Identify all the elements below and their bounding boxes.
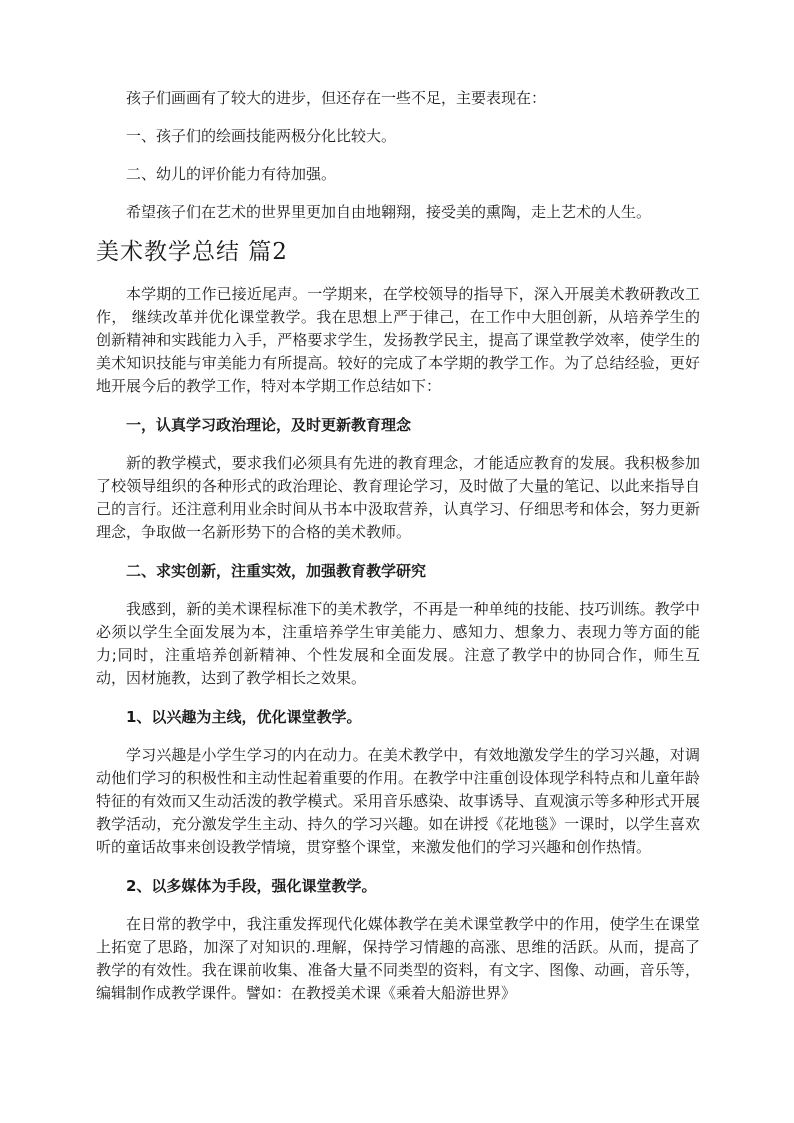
heading-multimedia: 2、以多媒体为手段，强化课堂教学。 — [126, 877, 377, 895]
intro-line-hope: 希望孩子们在艺术的世界里更加自由地翱翔，接受美的熏陶，走上艺术的人生。 — [126, 203, 652, 221]
intro-line-progress: 孩子们画画有了较大的进步，但还存在一些不足，主要表现在： — [126, 89, 547, 107]
paragraph-overview: 本学期的工作已接近尾声。一学期来，在学校领导的指导下，深入开展美术教研教改工作， 继续改革并优化课堂教学。我在思想上严于律己，在工作中大胆创新，从培养学生的创新精神和实践能力入手，严格要求学生，发扬教学民主，提高了课堂教学效率，使学生的美术知识技能与审美能力有所提高。较好的完成了本学期的教学工作。为了总结经验，更好地开展今后的教学工作，特对本学期工作总结如下： — [96, 285, 700, 395]
heading-innovation-research: 二、求实创新，注重实效，加强教育教学研究 — [126, 562, 427, 580]
paragraph-multimedia-teaching: 在日常的教学中，我注重发挥现代化媒体教学在美术课堂教学中的作用，使学生在课堂上拓宽了思路，加深了对知识的.理解，保持学习情趣的高涨、思维的活跃。从而，提高了教学的有效性。我在课前收集、准备大量不同类型的资料，有文字、图像、动画，音乐等，编辑制作成教学课件。譬如：在教授美术课《乘着大船游世界》 — [96, 915, 700, 1002]
heading-interest-mainline: 1、以兴趣为主线，优化课堂教学。 — [126, 708, 362, 726]
heading-political-theory: 一，认真学习政治理论，及时更新教育理念 — [126, 416, 412, 434]
paragraph-curriculum-standard: 我感到，新的美术课程标准下的美术教学，不再是一种单纯的技能、技巧训练。教学中必须以学生全面发展为本，注重培养学生审美能力、感知力、想象力、表现力等方面的能力;同时，注重培养创新精神、个性发展和全面发展。注意了教学中的协同合作，师生互动，因材施教，达到了教学相长之效果。 — [96, 600, 700, 687]
intro-line-point-one: 一、孩子们的绘画技能两极分化比较大。 — [126, 127, 397, 145]
paragraph-education-concept: 新的教学模式，要求我们必须具有先进的教育理念，才能适应教育的发展。我积极参加了校领导组织的各种形式的政治理论、教育理论学习，及时做了大量的笔记、以此来指导自己的言行。还注意利用业余时间从书本中汲取营养，认真学习、仔细思考和体会，努力更新理念，争取做一名新形势下的合格的美术教师。 — [96, 454, 700, 541]
section-title: 美术教学总结 篇2 — [96, 239, 288, 265]
document-page — [96, 88, 700, 1021]
paragraph-learning-interest: 学习兴趣是小学生学习的内在动力。在美术教学中，有效地激发学生的学习兴趣，对调动他们学习的积极性和主动性起着重要的作用。在教学中注重创设体现学科特点和儿童年龄特征的有效而又生动活泼的教学模式。采用音乐感染、故事诱导、直观演示等多种形式开展教学活动，充分激发学生主动、持久的学习兴趣。如在讲授《花地毯》一课时，以学生喜欢听的童话故事来创设教学情境，贯穿整个课堂，来激发他们的学习兴趣和创作热情。 — [96, 746, 700, 856]
intro-line-point-two: 二、幼儿的评价能力有待加强。 — [126, 165, 337, 183]
